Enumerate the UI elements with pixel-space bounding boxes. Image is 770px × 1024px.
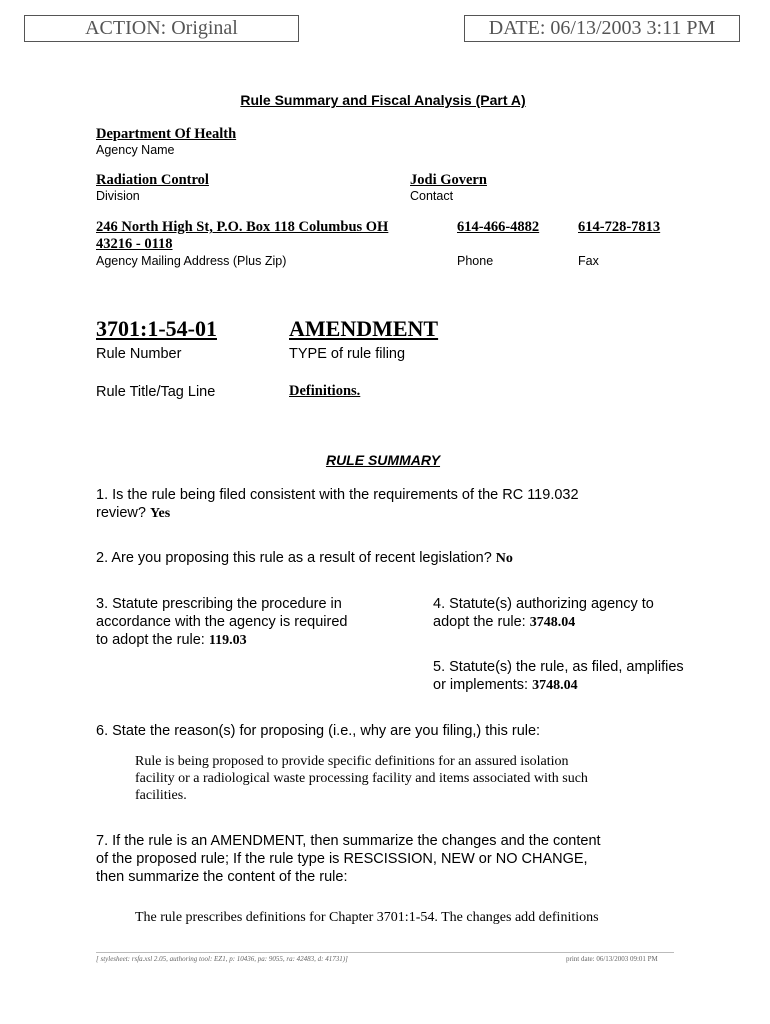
rule-title-value: Definitions. [289,383,361,399]
action-text: ACTION: Original [85,17,238,39]
address-line-1: 246 North High St, P.O. Box 118 Columbus OH [96,219,389,235]
action-box [24,15,299,42]
fax-label: Fax [578,254,599,268]
question-5-answer: 3748.04 [532,678,578,693]
question-7: 7. If the rule is an AMENDMENT, then summarize the changes and the content of the proposed rule; If the rule type is RESCISSION, NEW or NO CHANGE, then summarize the content of the rule: [96,833,601,885]
question-2-answer: No [495,551,513,566]
question-4: 4. Statute(s) authorizing agency to adopt the rule: 3748.04 [433,596,654,630]
question-1-line-1: 1. Is the rule being filed consistent with the requirements of the RC 119.032 [96,487,579,503]
date-box [464,15,740,42]
rule-title-label: Rule Title/Tag Line [96,384,216,400]
footer-print-date: print date: 06/13/2003 09:01 PM [566,955,658,963]
question-5: 5. Statute(s) the rule, as filed, amplifies or implements: 3748.04 [433,659,684,693]
question-1-line-2: review? Yes [96,505,171,521]
contact-label: Contact [410,189,454,203]
fax-value: 614-728-7813 [578,219,661,235]
question-1-answer: Yes [150,506,171,521]
agency-name-value: Department Of Health [96,126,237,142]
address-label: Agency Mailing Address (Plus Zip) [96,254,287,268]
rule-number-value: 3701:1-54-01 [96,316,217,341]
rule-summary-heading: RULE SUMMARY [325,452,441,468]
division-label: Division [96,189,140,203]
question-1 [96,486,696,523]
rule-type-value: AMENDMENT [289,316,439,341]
question-6: 6. State the reason(s) for proposing (i.e., why are you filing,) this rule: [96,723,541,739]
footer-stylesheet-info: [ stylesheet: rsfa.xsl 2.05, authoring tool: EZ1, p: 10436, pa: 9055, ra: 42483, d: 41731)] [96,955,348,963]
question-4-answer: 3748.04 [529,615,576,630]
question-2: 2. Are you proposing this rule as a result of recent legislation? No [96,550,513,566]
contact-value: Jodi Govern [410,172,487,188]
address-line-2: 43216 - 0118 [96,236,173,252]
question-6-answer: Rule is being proposed to provide specific definitions for an assured isolation facility or a radiological waste processing facility and items associated with such facilities. [135,754,588,803]
footer-divider [96,952,674,953]
phone-value: 614-466-4882 [457,219,540,235]
date-text: DATE: 06/13/2003 3:11 PM [488,17,716,39]
rule-number-label: Rule Number [96,346,182,362]
division-value: Radiation Control [96,172,209,188]
rule-type-label: TYPE of rule filing [289,346,406,362]
question-3-answer: 119.03 [208,633,247,648]
agency-name-label: Agency Name [96,143,175,157]
question-3: 3. Statute prescribing the procedure in accordance with the agency is required to adopt the rule: 119.03 [96,596,348,648]
document-title: Rule Summary and Fiscal Analysis (Part A) [240,92,526,108]
phone-label: Phone [457,254,494,268]
question-7-answer: The rule prescribes definitions for Chapter 3701:1-54. The changes add definitions [135,910,599,925]
